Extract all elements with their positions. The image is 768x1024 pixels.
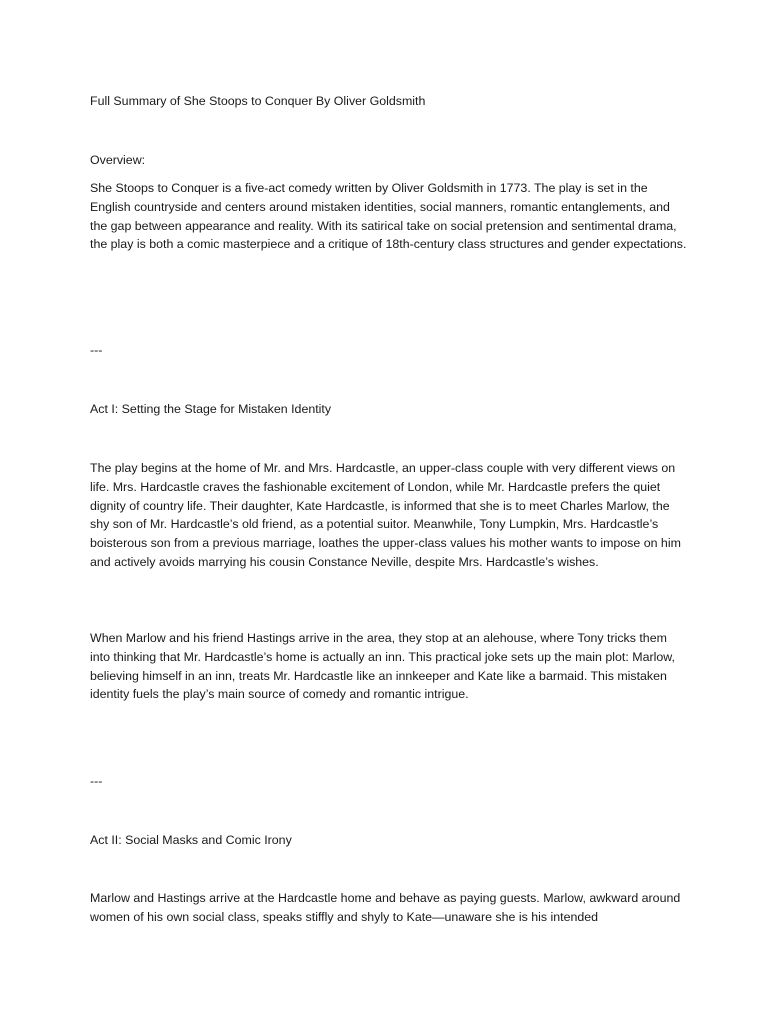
act1-paragraph: The play begins at the home of Mr. and Mrs. Hardcastle, an upper-class couple with very different views on life. Mrs. Hardcastle craves the fashionable excitement of London, while Mr. Hardcastle prefers the quiet dignity of country life. Their daughter, Kate Hardcastle, is informed that she is to meet Charles Marlow, the shy son of Mr. Hardcastle’s old friend, as a potential suitor. Meanwhile, Tony Lumpkin, Mrs. Hardcastle’s boisterous son from a previous marriage, loathes the upper-class values his mother wants to impose on him and actively avoids marrying his cousin Constance Neville, despite Mrs. Hardcastle’s wishes. xyxy=(90,461,681,569)
document-title: Full Summary of She Stoops to Conquer By Oliver Goldsmith xyxy=(90,94,426,108)
act2-heading: Act II: Social Masks and Comic Irony xyxy=(90,833,292,847)
overview-heading: Overview: xyxy=(90,153,146,167)
section-separator: --- xyxy=(90,343,103,357)
section-separator: --- xyxy=(90,774,103,788)
act2-paragraph: Marlow and Hastings arrive at the Hardcastle home and behave as paying guests. Marlow, awkward around women of his own social class, speaks stiffly and shyly to Kate—unaware she is his intended xyxy=(90,891,681,924)
act1-paragraph: When Marlow and his friend Hastings arrive in the area, they stop at an alehouse, where Tony tricks them into thinking that Mr. Hardcastle’s home is actually an inn. This practical joke sets up the main plot: Marlow, believing himself in an inn, treats Mr. Hardcastle like an innkeeper and Kate like a barmaid. This mistaken identity fuels the play’s main source of comedy and romantic intrigue. xyxy=(90,631,675,702)
act1-heading: Act I: Setting the Stage for Mistaken Identity xyxy=(90,402,332,416)
overview-paragraph: She Stoops to Conquer is a five-act comedy written by Oliver Goldsmith in 1773. The play is set in the English countryside and centers around mistaken identities, social manners, romantic entanglements, and the gap between appearance and reality. With its satirical take on social pretension and sentimental drama, the play is both a comic masterpiece and a critique of 18th-century class structures and gender expectations. xyxy=(90,181,687,252)
